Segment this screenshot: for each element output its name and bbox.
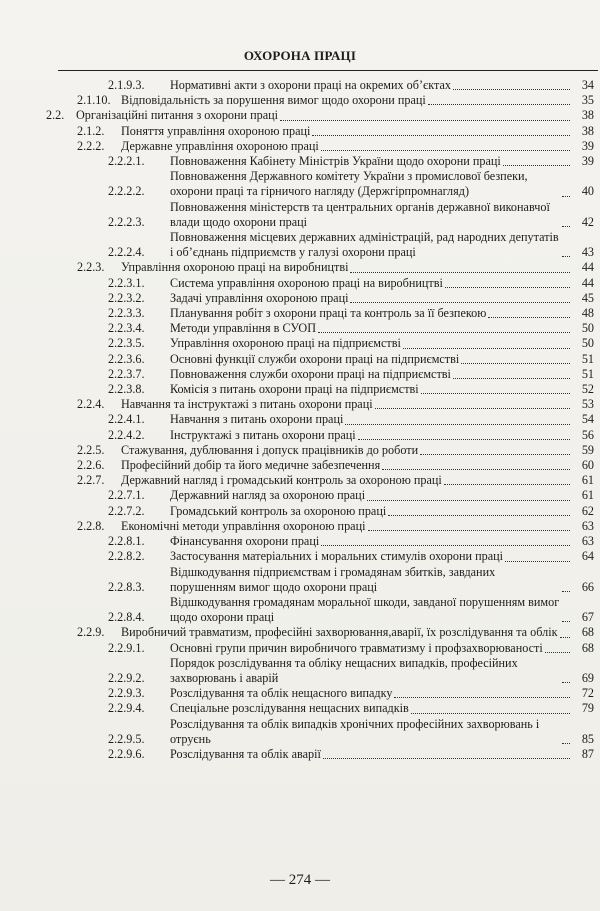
toc-entry-number: 2.1.2. — [77, 123, 105, 138]
toc-entry-page: 66 — [581, 579, 594, 594]
dot-leader — [453, 89, 570, 90]
dot-leader — [280, 120, 570, 121]
dot-leader — [562, 743, 570, 744]
toc-entry-title: Спеціальне розслідування нещасних випадків — [170, 701, 409, 716]
toc-entry — [0, 276, 600, 291]
header-rule — [58, 70, 598, 71]
page-number: — 274 — — [270, 872, 330, 888]
toc-entry-number: 2.2.8.1. — [108, 534, 145, 549]
toc-entry-title: Основні функції служби охорони праці на підприємстві — [170, 351, 460, 366]
toc-entry-page: 35 — [581, 93, 594, 108]
toc-entry-page: 64 — [581, 549, 594, 564]
toc-entry-title-wrap — [170, 428, 572, 443]
toc-entry-title: Повноваження Державного комітету України з промислової безпеки, охорони праці та гірничого нагляду (Держгірпромнагляд) — [170, 169, 528, 199]
toc-entry — [0, 428, 600, 443]
toc-entry-number: 2.2.3.7. — [108, 366, 145, 381]
toc-entry-page: 68 — [581, 625, 594, 640]
toc-entry-page: 63 — [581, 518, 594, 533]
toc-entry-page: 38 — [581, 108, 594, 123]
toc-entry-title: Повноваження міністерств та центральних органів державної виконавчої влади щодо охорони праці — [170, 199, 550, 229]
toc-entry-page: 62 — [581, 503, 594, 518]
toc-entry-page: 79 — [581, 701, 594, 716]
toc-entry-title-wrap — [170, 352, 572, 367]
toc-entry-number: 2.2.5. — [77, 442, 105, 457]
dot-leader — [562, 226, 570, 227]
dot-leader — [562, 591, 570, 592]
toc-entry-page: 44 — [581, 260, 594, 275]
toc-entry-page: 85 — [581, 731, 594, 746]
toc-entry-title: Управління охороною праці на виробництві — [121, 260, 349, 275]
dot-leader — [445, 287, 570, 288]
dot-leader — [488, 317, 570, 318]
toc-entry-title: Комісія з питань охорони праці на підприємстві — [170, 382, 419, 397]
toc-entry-title: Стажування, дублювання і допуск працівників до роботи — [121, 442, 419, 457]
toc-entry — [0, 625, 600, 640]
dot-leader — [318, 332, 570, 333]
toc-entry-number: 2.2.3.8. — [108, 382, 145, 397]
toc-entry — [0, 458, 600, 473]
toc-entry-number: 2.2.8.2. — [108, 549, 145, 564]
toc-entry-title-wrap — [121, 473, 572, 488]
toc-entry — [0, 367, 600, 382]
toc-entry-title-wrap — [121, 458, 572, 473]
toc-entry-title-wrap — [170, 656, 572, 686]
toc-entry — [0, 321, 600, 336]
dot-leader — [562, 621, 570, 622]
toc-entry-page: 43 — [581, 245, 594, 260]
toc-entry-number: 2.2.3.2. — [108, 290, 145, 305]
dot-leader — [367, 500, 570, 501]
toc-entry-title: Управління охороною праці на підприємстві — [170, 336, 401, 351]
toc-entry-title: Професійний добір та його медичне забезпечення — [121, 458, 381, 473]
toc-entry-title: Система управління охороною праці на виробництві — [170, 275, 443, 290]
table-of-contents — [0, 78, 600, 762]
toc-entry-title-wrap — [170, 78, 572, 93]
toc-entry-number: 2.2.2.1. — [108, 154, 145, 169]
toc-entry-title: Відшкодування громадянам моральної шкоди, завданої порушенням вимог щодо охорони праці — [170, 594, 560, 625]
toc-entry-page: 63 — [581, 534, 594, 549]
toc-entry-page: 59 — [581, 442, 594, 457]
toc-entry — [0, 412, 600, 427]
toc-entry-page: 44 — [581, 275, 594, 290]
dot-leader — [345, 424, 570, 425]
toc-entry-title-wrap — [170, 412, 572, 427]
toc-entry — [0, 200, 600, 230]
toc-entry — [0, 230, 600, 260]
toc-entry-page: 87 — [581, 746, 594, 761]
toc-entry — [0, 595, 600, 625]
toc-entry-title-wrap — [170, 336, 572, 351]
toc-entry-number: 2.2.7.2. — [108, 503, 145, 518]
toc-entry-title: Організаційні питання з охорони праці — [76, 108, 279, 123]
toc-entry — [0, 701, 600, 716]
toc-entry-title-wrap — [121, 519, 572, 534]
toc-entry-page: 60 — [581, 458, 594, 473]
toc-entry — [0, 124, 600, 139]
toc-entry — [0, 306, 600, 321]
toc-entry — [0, 443, 600, 458]
toc-entry-title-wrap — [170, 488, 572, 503]
toc-entry — [0, 686, 600, 701]
toc-entry-number: 2.2.6. — [77, 458, 105, 473]
toc-entry — [0, 717, 600, 747]
dot-leader — [562, 196, 570, 197]
toc-entry-title: Розслідування та облік аварії — [170, 746, 321, 761]
dot-leader — [562, 256, 570, 257]
toc-entry — [0, 519, 600, 534]
dot-leader — [368, 530, 571, 531]
toc-entry-page: 40 — [581, 184, 594, 199]
toc-entry-number: 2.2.7. — [77, 473, 105, 488]
dot-leader — [461, 363, 570, 364]
dot-leader — [545, 652, 570, 653]
toc-entry-title: Повноваження Кабінету Міністрів України щодо охорони праці — [170, 154, 501, 169]
toc-entry — [0, 488, 600, 503]
toc-entry-title: Навчання з питань охорони праці — [170, 412, 344, 427]
toc-entry-title-wrap — [121, 443, 572, 458]
toc-entry-number: 2.2.2.3. — [108, 214, 145, 229]
dot-leader — [321, 150, 570, 151]
toc-entry — [0, 291, 600, 306]
toc-entry — [0, 397, 600, 412]
dot-leader — [411, 713, 570, 714]
toc-entry-number: 2.2.9.5. — [108, 731, 145, 746]
toc-entry-page: 39 — [581, 154, 594, 169]
toc-entry-title-wrap — [121, 93, 572, 108]
dot-leader — [350, 302, 570, 303]
dot-leader — [323, 758, 570, 759]
toc-entry-page: 52 — [581, 382, 594, 397]
toc-entry-title: Нормативні акти з охорони праці на окремих об’єктах — [170, 78, 451, 92]
toc-entry-page: 56 — [581, 427, 594, 442]
toc-entry-page: 61 — [581, 473, 594, 488]
running-head: ОХОРОНА ПРАЦІ — [243, 48, 357, 63]
toc-entry-title-wrap — [170, 565, 572, 595]
toc-entry-number: 2.1.10. — [77, 93, 111, 108]
dot-leader — [350, 272, 570, 273]
toc-entry-title-wrap — [170, 230, 572, 260]
toc-entry-title-wrap — [170, 534, 572, 549]
toc-entry-page: 42 — [581, 214, 594, 229]
toc-entry-title: Економічні методи управління охороною праці — [121, 518, 366, 533]
toc-entry-title: Виробничий травматизм, професійні захворювання,аварії, їх розслідування та облік — [121, 625, 558, 640]
toc-entry-title: Основні групи причин виробничого травматизму і профзахворюваності — [170, 640, 543, 655]
toc-entry — [0, 656, 600, 686]
toc-entry — [0, 78, 600, 93]
dot-leader — [375, 408, 570, 409]
dot-leader — [394, 697, 570, 698]
toc-entry-number: 2.2.2. — [77, 138, 105, 153]
dot-leader — [420, 454, 570, 455]
toc-entry-title-wrap — [170, 169, 572, 199]
toc-entry-number: 2.2.4.2. — [108, 427, 145, 442]
toc-entry-title-wrap — [170, 382, 572, 397]
toc-entry-number: 2.2.3.3. — [108, 306, 145, 321]
dot-leader — [388, 515, 570, 516]
toc-entry-page: 54 — [581, 412, 594, 427]
toc-entry-page: 61 — [581, 488, 594, 503]
toc-entry-number: 2.2.9.4. — [108, 701, 145, 716]
toc-entry-number: 2.2.4.1. — [108, 412, 145, 427]
toc-entry-title-wrap — [170, 747, 572, 762]
toc-entry-number: 2.2.9.1. — [108, 640, 145, 655]
toc-entry-number: 2.2.3.4. — [108, 321, 145, 336]
toc-entry-title-wrap — [170, 200, 572, 230]
toc-entry — [0, 565, 600, 595]
toc-entry-title-wrap — [121, 124, 572, 139]
toc-entry-title-wrap — [170, 306, 572, 321]
toc-entry-number: 2.2.3.1. — [108, 275, 145, 290]
toc-entry-title-wrap — [170, 717, 572, 747]
toc-entry-number: 2.2.3.5. — [108, 336, 145, 351]
dot-leader — [358, 439, 570, 440]
toc-entry-number: 2.2.8.3. — [108, 579, 145, 594]
toc-entry — [0, 108, 600, 123]
toc-entry-title: Застосування матеріальних і моральних стимулів охорони праці — [170, 549, 504, 564]
toc-entry-number: 2.2.9.2. — [108, 670, 145, 685]
toc-entry-number: 2.2.2.4. — [108, 245, 145, 260]
toc-entry-title: Планування робіт з охорони праці та контроль за її безпекою — [170, 306, 487, 321]
toc-entry-number: 2.2.7.1. — [108, 488, 145, 503]
toc-entry — [0, 93, 600, 108]
toc-entry — [0, 549, 600, 564]
toc-entry-page: 51 — [581, 366, 594, 381]
toc-entry-title: Розслідування та облік випадків хронічних професійних захворювань і отруєнь — [170, 716, 540, 746]
toc-entry — [0, 747, 600, 762]
toc-entry-number: 2.1.9.3. — [108, 78, 145, 92]
toc-entry-title-wrap — [170, 686, 572, 701]
toc-entry-title: Громадський контроль за охороною праці — [170, 503, 387, 518]
toc-entry-page: 50 — [581, 321, 594, 336]
dot-leader — [421, 393, 570, 394]
toc-entry-page: 34 — [581, 78, 594, 92]
toc-entry-title-wrap — [76, 108, 572, 123]
toc-entry-title: Фінансування охорони праці — [170, 534, 320, 549]
toc-entry-title-wrap — [170, 701, 572, 716]
toc-entry-title: Розслідування та облік нещасного випадку — [170, 686, 393, 701]
toc-entry-title-wrap — [121, 139, 572, 154]
dot-leader — [312, 135, 570, 136]
toc-entry-number: 2.2.9. — [77, 625, 105, 640]
toc-entry-number: 2.2.3.6. — [108, 351, 145, 366]
dot-leader — [505, 561, 570, 562]
dot-leader — [382, 469, 570, 470]
toc-entry-title-wrap — [170, 641, 572, 656]
toc-entry-title-wrap — [170, 321, 572, 336]
toc-entry-title: Поняття управління охороною праці — [121, 123, 311, 138]
toc-entry — [0, 534, 600, 549]
toc-entry-title: Повноваження місцевих державних адміністрацій, рад народних депутатів і об’єднань підприємств у галузі охорони праці — [170, 230, 559, 260]
toc-entry-title: Інструктажі з питань охорони праці — [170, 427, 356, 442]
toc-entry-title-wrap — [170, 276, 572, 291]
toc-entry-page: 38 — [581, 123, 594, 138]
toc-entry-title: Державний нагляд за охороною праці — [170, 488, 366, 503]
toc-entry-title-wrap — [170, 291, 572, 306]
toc-entry-page: 72 — [581, 686, 594, 701]
toc-entry-title: Відповідальність за порушення вимог щодо охорони праці — [121, 93, 426, 108]
toc-entry-title: Державний нагляд і громадський контроль за охороною праці — [121, 473, 442, 488]
toc-entry-title-wrap — [121, 625, 572, 640]
toc-entry-title: Методи управління в СУОП — [170, 321, 317, 336]
toc-entry-title-wrap — [170, 595, 572, 625]
toc-entry-page: 48 — [581, 306, 594, 321]
toc-entry — [0, 352, 600, 367]
toc-entry — [0, 336, 600, 351]
dot-leader — [444, 484, 570, 485]
toc-entry — [0, 504, 600, 519]
dot-leader — [560, 637, 570, 638]
toc-entry-page: 68 — [581, 640, 594, 655]
toc-entry-title: Навчання та інструктажі з питань охорони праці — [121, 397, 373, 412]
toc-entry — [0, 641, 600, 656]
toc-entry — [0, 473, 600, 488]
toc-entry — [0, 382, 600, 397]
toc-entry-title: Повноваження служби охорони праці на підприємстві — [170, 366, 451, 381]
toc-entry-number: 2.2. — [46, 108, 65, 123]
dot-leader — [428, 104, 570, 105]
dot-leader — [321, 545, 570, 546]
toc-entry-title-wrap — [170, 549, 572, 564]
toc-entry-page: 45 — [581, 290, 594, 305]
toc-entry-title-wrap — [121, 397, 572, 412]
toc-entry-page: 39 — [581, 138, 594, 153]
toc-entry — [0, 169, 600, 199]
dot-leader — [562, 682, 570, 683]
toc-entry-number: 2.2.4. — [77, 397, 105, 412]
toc-entry-number: 2.2.2.2. — [108, 184, 145, 199]
toc-entry — [0, 154, 600, 169]
toc-entry-number: 2.2.3. — [77, 260, 105, 275]
toc-entry-page: 51 — [581, 351, 594, 366]
dot-leader — [403, 348, 570, 349]
toc-entry-number: 2.2.8. — [77, 518, 105, 533]
toc-entry — [0, 139, 600, 154]
toc-entry-page: 53 — [581, 397, 594, 412]
dot-leader — [453, 378, 570, 379]
toc-entry-page: 67 — [581, 610, 594, 625]
toc-entry-page: 69 — [581, 670, 594, 685]
toc-entry-title: Державне управління охороною праці — [121, 138, 319, 153]
toc-entry-title-wrap — [121, 260, 572, 275]
toc-entry-page: 50 — [581, 336, 594, 351]
toc-entry-title-wrap — [170, 504, 572, 519]
toc-entry-title: Відшкодування підприємствам і громадянам збитків, завданих порушенням вимог щодо охорони праці — [170, 564, 496, 594]
toc-entry-number: 2.2.8.4. — [108, 610, 145, 625]
toc-entry — [0, 260, 600, 275]
toc-entry-title: Порядок розслідування та обліку нещасних випадків, професійних захворювань і аварій — [170, 655, 518, 685]
dot-leader — [503, 165, 570, 166]
toc-entry-title-wrap — [170, 154, 572, 169]
toc-entry-number: 2.2.9.6. — [108, 746, 145, 761]
toc-entry-number: 2.2.9.3. — [108, 686, 145, 701]
toc-entry-title-wrap — [170, 367, 572, 382]
toc-entry-title: Задачі управління охороною праці — [170, 290, 349, 305]
